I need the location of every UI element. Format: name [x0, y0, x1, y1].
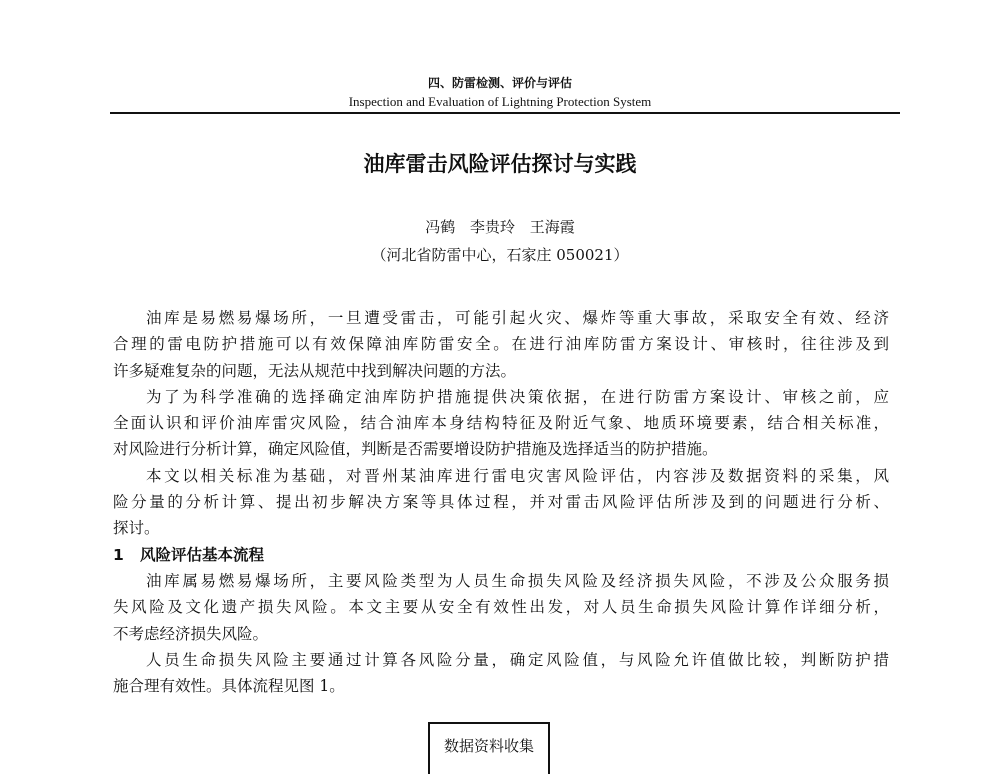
flowchart-box-data-collection: 数据资料收集 [428, 722, 550, 774]
text-line: 探讨。 [113, 519, 160, 538]
section-heading: 1 风险评估基本流程 [113, 545, 264, 564]
text-line: 为了为科学准确的选择确定油库防护措施提供决策依据，在进行防雷方案设计、审核之前，应 [146, 387, 889, 406]
text-line: 施合理有效性。具体流程见图 1。 [113, 677, 345, 696]
paragraph-section1-1 [113, 568, 889, 647]
text-line: 本文以相关标准为基础，对晋州某油库进行雷电灾害风险评估，内容涉及数据资料的采集，风 [146, 466, 889, 485]
header-rule [110, 112, 900, 114]
text-line: 合理的雷电防护措施可以有效保障油库防雷安全。在进行油库防雷方案设计、审核时，往往涉及到 [113, 335, 889, 354]
running-header-chinese: 四、防雷检测、评价与评估 [427, 76, 572, 90]
paragraph-section1-2 [113, 647, 889, 700]
affiliation: （河北省防雷中心，石家庄 050021） [371, 246, 629, 264]
text-line: 人员生命损失风险主要通过计算各风险分量，确定风险值，与风险允许值做比较，判断防护措 [146, 650, 889, 669]
text-line: 许多疑难复杂的问题，无法从规范中找到解决问题的方法。 [113, 361, 517, 380]
text-line: 不考虑经济损失风险。 [113, 624, 269, 643]
body-text [113, 305, 889, 699]
text-line: 险分量的分析计算、提出初步解决方案等具体过程，并对雷击风险评估所涉及到的问题进行分析、 [113, 493, 889, 512]
text-line: 油库是易燃易爆场所，一旦遭受雷击，可能引起火灾、爆炸等重大事故，采取安全有效、经济 [146, 309, 889, 327]
paragraph-intro-1 [113, 305, 889, 384]
text-line: 失风险及文化遗产损失风险。本文主要从安全有效性出发，对人员生命损失风险计算作详细分析， [113, 598, 889, 617]
running-header-english: Inspection and Evaluation of Lightning Protection System [348, 94, 652, 109]
text-line: 油库属易燃易爆场所，主要风险类型为人员生命损失风险及经济损失风险，不涉及公众服务损 [146, 571, 889, 590]
text-line: 对风险进行分析计算，确定风险值，判断是否需要增设防护措施及选择适当的防护措施。 [113, 440, 718, 459]
paper-title: 油库雷击风险评估探讨与实践 [363, 152, 637, 176]
text-line: 全面认识和评价油库雷灾风险，结合油库本身结构特征及附近气象、地质环境要素，结合相关标准， [113, 414, 889, 433]
authors: 冯鹤 李贵玲 王海霞 [425, 218, 575, 236]
paragraph-intro-3 [113, 463, 889, 542]
paragraph-intro-2 [113, 384, 889, 463]
